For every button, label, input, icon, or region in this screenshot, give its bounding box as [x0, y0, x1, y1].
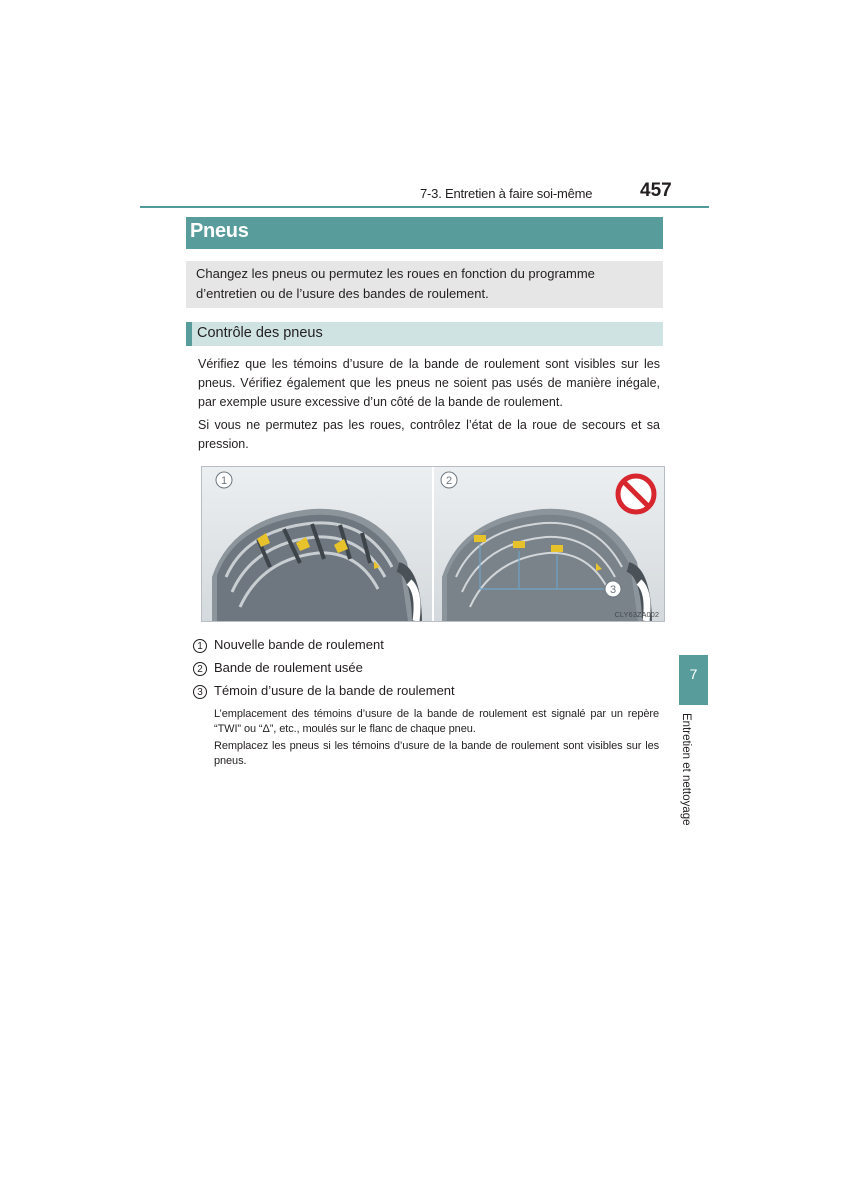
intro-text: Changez les pneus ou permutez les roues en fonction du programme d’entretien ou de l’usure des bandes de roulement.	[196, 266, 595, 301]
legend-number-2: 2	[193, 662, 207, 676]
callout-1-label: 1	[220, 475, 228, 487]
title-bar	[186, 217, 663, 249]
figure-code: CLY63ZA002	[614, 610, 659, 619]
chapter-tab	[679, 655, 708, 705]
prohibited-icon	[618, 476, 654, 512]
legend-number-3: 3	[193, 685, 207, 699]
subsection-accent	[186, 322, 192, 346]
callout-3-label: 3	[609, 584, 617, 596]
legend-item-2	[193, 659, 363, 677]
header-rule	[140, 206, 709, 208]
note-2: Remplacez les pneus si les témoins d’usure de la bande de roulement sont visibles sur les pneus.	[214, 740, 659, 767]
chapter-number: 7	[689, 666, 698, 682]
callout-1	[216, 472, 232, 488]
note-1: L’emplacement des témoins d’usure de la bande de roulement est signalé par un repère “TWI” ou “Δ”, etc., moulés sur le flanc de chaque pneu.	[214, 708, 659, 735]
legend-label-1: Nouvelle bande de roulement	[214, 637, 384, 652]
legend-item-1	[193, 636, 384, 654]
wear-indicator-6	[551, 545, 563, 552]
wear-indicator-5	[513, 541, 525, 548]
legend-label-3: Témoin d’usure de la bande de roulement	[214, 683, 455, 698]
tire-illustration	[201, 466, 665, 622]
legend-number-1: 1	[193, 639, 207, 653]
wear-indicator-4	[474, 535, 486, 542]
callout-2	[441, 472, 457, 488]
page-number: 457	[640, 180, 672, 201]
callout-3	[605, 581, 621, 597]
page-title: Pneus	[190, 220, 249, 242]
legend-item-3	[193, 682, 455, 700]
paragraph-2: Si vous ne permutez pas les roues, contrôlez l’état de la roue de secours et sa pression.	[198, 418, 660, 451]
subsection-title: Contrôle des pneus	[197, 325, 323, 341]
paragraph-1: Vérifiez que les témoins d’usure de la bande de roulement sont visibles sur les pneus. Vérifiez également que les pneus ne soient pas usés de manière inégale, par exemple usure excessive d’un côté de la bande de roulement.	[198, 357, 660, 409]
header-section-title: 7-3. Entretien à faire soi-même	[420, 186, 593, 201]
intro-box	[186, 261, 663, 308]
tire-illustration-svg	[202, 467, 664, 621]
legend-label-2: Bande de roulement usée	[214, 660, 363, 675]
callout-2-label: 2	[445, 475, 453, 487]
subsection-bar	[186, 322, 663, 346]
chapter-title: Entretien et nettoyage	[680, 713, 692, 826]
chapter-label	[677, 713, 699, 843]
